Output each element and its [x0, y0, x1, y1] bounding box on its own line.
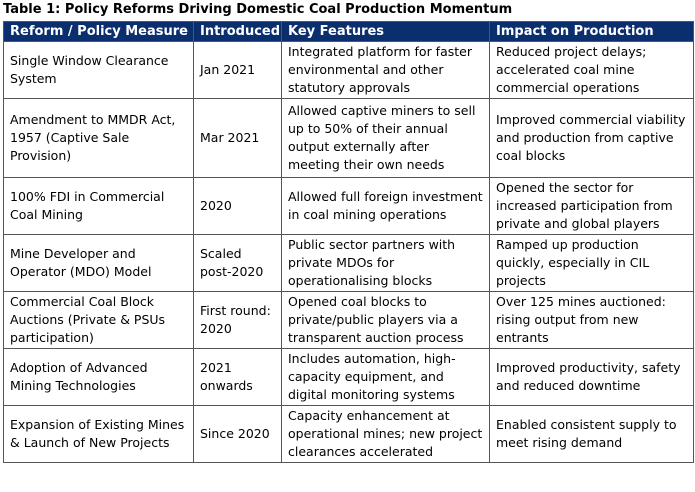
table-row	[4, 292, 694, 349]
table-row	[4, 406, 694, 463]
cell-introduced: 2020	[194, 178, 282, 235]
cell-introduced: Jan 2021	[194, 42, 282, 99]
cell-measure: Single Window Clearance System	[4, 42, 194, 99]
cell-impact: Opened the sector for increased participation from private and global players	[490, 178, 694, 235]
table-row	[4, 235, 694, 292]
cell-measure: 100% FDI in Commercial Coal Mining	[4, 178, 194, 235]
cell-impact: Improved commercial viability and production from captive coal blocks	[490, 99, 694, 178]
cell-introduced: Since 2020	[194, 406, 282, 463]
column-header-features: Key Features	[282, 22, 490, 42]
cell-introduced: First round: 2020	[194, 292, 282, 349]
cell-features: Integrated platform for faster environmental and other statutory approvals	[282, 42, 490, 99]
cell-impact: Improved productivity, safety and reduced downtime	[490, 349, 694, 406]
cell-features: Opened coal blocks to private/public players via a transparent auction process	[282, 292, 490, 349]
cell-measure: Adoption of Advanced Mining Technologies	[4, 349, 194, 406]
table-caption: Table 1: Policy Reforms Driving Domestic Coal Production Momentum	[3, 2, 513, 17]
column-header-introduced: Introduced	[194, 22, 282, 42]
cell-measure: Expansion of Existing Mines & Launch of New Projects	[4, 406, 194, 463]
cell-features: Allowed captive miners to sell up to 50% of their annual output externally after meeting their own needs	[282, 99, 490, 178]
policy-reforms-table	[3, 21, 694, 463]
cell-introduced: 2021 onwards	[194, 349, 282, 406]
cell-features: Public sector partners with private MDOs for operationalising blocks	[282, 235, 490, 292]
column-header-impact: Impact on Production	[490, 22, 694, 42]
cell-measure: Amendment to MMDR Act, 1957 (Captive Sale Provision)	[4, 99, 194, 178]
table-header-row	[4, 22, 694, 42]
cell-impact: Enabled consistent supply to meet rising demand	[490, 406, 694, 463]
cell-features: Capacity enhancement at operational mines; new project clearances accelerated	[282, 406, 490, 463]
table-row	[4, 99, 694, 178]
cell-features: Includes automation, high-capacity equipment, and digital monitoring systems	[282, 349, 490, 406]
cell-measure: Commercial Coal Block Auctions (Private & PSUs participation)	[4, 292, 194, 349]
cell-introduced: Scaled post-2020	[194, 235, 282, 292]
table-row	[4, 349, 694, 406]
cell-impact: Ramped up production quickly, especially in CIL projects	[490, 235, 694, 292]
cell-features: Allowed full foreign investment in coal mining operations	[282, 178, 490, 235]
table-row	[4, 42, 694, 99]
cell-measure: Mine Developer and Operator (MDO) Model	[4, 235, 194, 292]
column-header-measure: Reform / Policy Measure	[4, 22, 194, 42]
cell-impact: Over 125 mines auctioned: rising output from new entrants	[490, 292, 694, 349]
cell-introduced: Mar 2021	[194, 99, 282, 178]
cell-impact: Reduced project delays; accelerated coal mine commercial operations	[490, 42, 694, 99]
table-row	[4, 178, 694, 235]
